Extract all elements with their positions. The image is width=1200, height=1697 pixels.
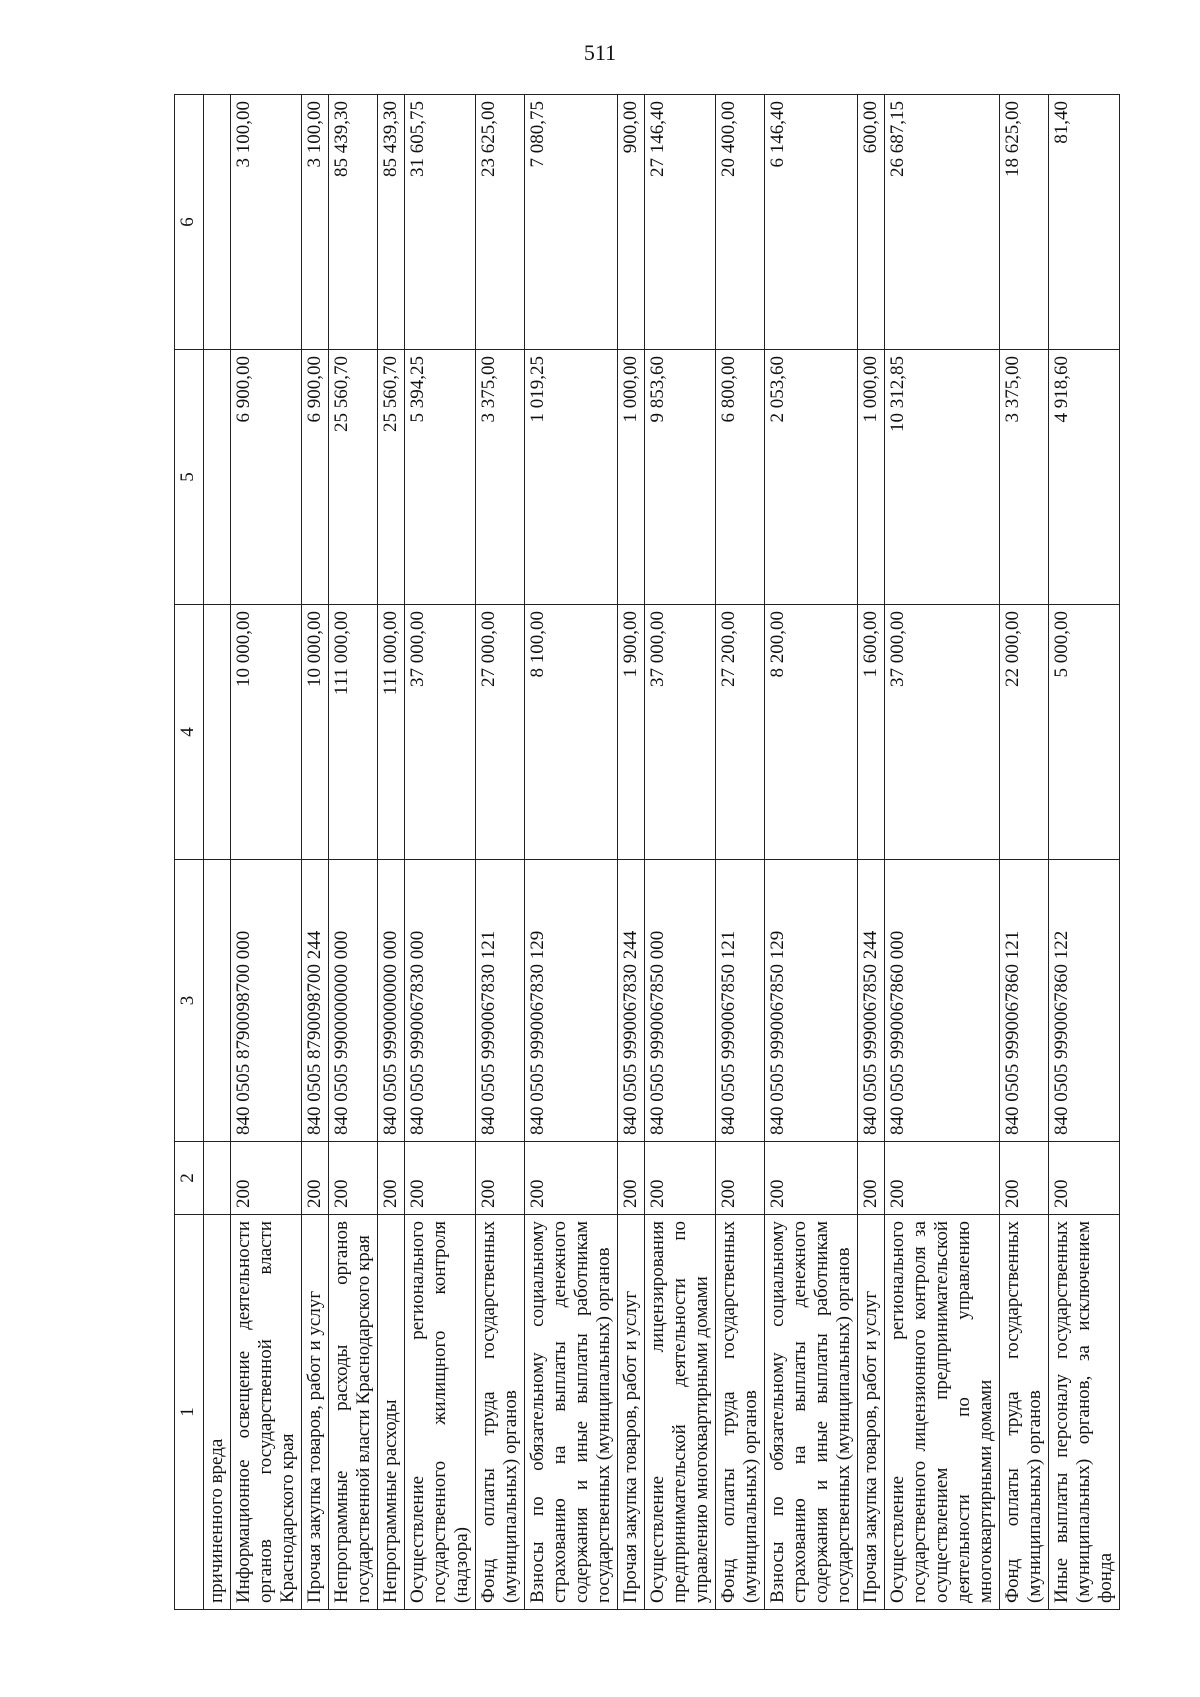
cell-approved: 1 600,00 [858, 605, 885, 860]
cell-executed [204, 350, 231, 605]
cell-remaining: 81,40 [1049, 95, 1120, 350]
cell-description: Фонд оплаты труда государственных (муниципальных) органов [716, 1215, 765, 1610]
cell-description: Прочая закупка товаров, работ и услуг [858, 1215, 885, 1610]
cell-remaining: 23 625,00 [476, 95, 525, 350]
cell-remaining: 900,00 [618, 95, 645, 350]
cell-approved [204, 605, 231, 860]
cell-code: 200 [476, 1142, 525, 1215]
cell-remaining: 18 625,00 [1000, 95, 1049, 350]
cell-description: Прочая закупка товаров, работ и услуг [618, 1215, 645, 1610]
cell-description: Фонд оплаты труда государственных (муниципальных) органов [1000, 1215, 1049, 1610]
cell-classification: 840 0505 9990067830 000 [405, 860, 476, 1142]
cell-executed: 10 312,85 [885, 350, 1000, 605]
cell-approved: 37 000,00 [885, 605, 1000, 860]
header-col-3: 3 [175, 860, 204, 1142]
cell-classification: 840 0505 9990067860 122 [1049, 860, 1120, 1142]
cell-classification: 840 0505 9990067830 129 [525, 860, 618, 1142]
header-col-4: 4 [175, 605, 204, 860]
cell-executed: 6 900,00 [302, 350, 329, 605]
table-body [204, 95, 1120, 1610]
cell-code [204, 1142, 231, 1215]
table-row [858, 95, 885, 1610]
cell-approved: 27 000,00 [476, 605, 525, 860]
cell-code: 200 [405, 1142, 476, 1215]
cell-approved: 10 000,00 [302, 605, 329, 860]
cell-remaining [204, 95, 231, 350]
cell-remaining: 31 605,75 [405, 95, 476, 350]
cell-code: 200 [716, 1142, 765, 1215]
cell-description: Осуществление регионального государственного лицензионного контроля за осуществлением предпринимательской деятельности по управлению многоквартирными домами [885, 1215, 1000, 1610]
cell-executed: 6 800,00 [716, 350, 765, 605]
cell-executed: 5 394,25 [405, 350, 476, 605]
cell-remaining: 600,00 [858, 95, 885, 350]
cell-classification: 840 0505 9990067850 121 [716, 860, 765, 1142]
cell-code: 200 [858, 1142, 885, 1215]
cell-remaining: 6 146,40 [765, 95, 858, 350]
cell-code: 200 [378, 1142, 405, 1215]
cell-approved: 1 900,00 [618, 605, 645, 860]
cell-executed: 6 900,00 [231, 350, 302, 605]
header-col-6: 6 [175, 95, 204, 350]
cell-approved: 37 000,00 [645, 605, 716, 860]
table-row [1000, 95, 1049, 1610]
cell-classification: 840 0505 9990067850 129 [765, 860, 858, 1142]
cell-remaining: 26 687,15 [885, 95, 1000, 350]
cell-description: Информационное освещение деятельности органов государственной власти Краснодарского края [231, 1215, 302, 1610]
cell-classification: 840 0505 8790098700 244 [302, 860, 329, 1142]
cell-executed: 1 000,00 [618, 350, 645, 605]
cell-description: Непрограммные расходы органов государственной власти Краснодарского края [329, 1215, 378, 1610]
cell-classification: 840 0505 9990067830 121 [476, 860, 525, 1142]
cell-executed: 25 560,70 [378, 350, 405, 605]
cell-remaining: 7 080,75 [525, 95, 618, 350]
cell-classification: 840 0505 9990000000 000 [378, 860, 405, 1142]
page-number: 511 [583, 40, 617, 65]
cell-executed: 3 375,00 [476, 350, 525, 605]
header-col-5: 5 [175, 350, 204, 605]
table-row [405, 95, 476, 1610]
table-row [302, 95, 329, 1610]
cell-code: 200 [618, 1142, 645, 1215]
cell-code: 200 [645, 1142, 716, 1215]
cell-approved: 8 200,00 [765, 605, 858, 860]
cell-code: 200 [1049, 1142, 1120, 1215]
cell-approved: 8 100,00 [525, 605, 618, 860]
cell-classification: 840 0505 9900000000 000 [329, 860, 378, 1142]
cell-executed: 1 019,25 [525, 350, 618, 605]
cell-remaining: 85 439,30 [378, 95, 405, 350]
cell-classification [204, 860, 231, 1142]
cell-description: Иные выплаты персоналу государственных (муниципальных) органов, за исключением фонда [1049, 1215, 1120, 1610]
cell-remaining: 3 100,00 [302, 95, 329, 350]
table-row [765, 95, 858, 1610]
cell-description: Взносы по обязательному социальному страхованию на выплаты денежного содержания и иные выплаты работникам государственных (муниципальных) органов [765, 1215, 858, 1610]
table-row [525, 95, 618, 1610]
cell-executed: 4 918,60 [1049, 350, 1120, 605]
cell-classification: 840 0505 9990067850 244 [858, 860, 885, 1142]
table-row [716, 95, 765, 1610]
cell-description: Прочая закупка товаров, работ и услуг [302, 1215, 329, 1610]
cell-classification: 840 0505 9990067850 000 [645, 860, 716, 1142]
table-row [1049, 95, 1120, 1610]
cell-approved: 111 000,00 [329, 605, 378, 860]
cell-description: причиненного вреда [204, 1215, 231, 1610]
cell-executed: 1 000,00 [858, 350, 885, 605]
table-row [231, 95, 302, 1610]
cell-code: 200 [765, 1142, 858, 1215]
cell-approved: 5 000,00 [1049, 605, 1120, 860]
cell-approved: 10 000,00 [231, 605, 302, 860]
cell-code: 200 [231, 1142, 302, 1215]
cell-remaining: 20 400,00 [716, 95, 765, 350]
cell-remaining: 3 100,00 [231, 95, 302, 350]
cell-description: Осуществление регионального государственного жилищного контроля (надзора) [405, 1215, 476, 1610]
cell-remaining: 27 146,40 [645, 95, 716, 350]
cell-remaining: 85 439,30 [329, 95, 378, 350]
cell-approved: 111 000,00 [378, 605, 405, 860]
cell-description: Осуществление лицензирования предпринимательской деятельности по управлению многоквартирными домами [645, 1215, 716, 1610]
header-col-1: 1 [175, 1215, 204, 1610]
cell-code: 200 [1000, 1142, 1049, 1215]
cell-description: Непрограммные расходы [378, 1215, 405, 1610]
cell-executed: 9 853,60 [645, 350, 716, 605]
cell-approved: 22 000,00 [1000, 605, 1049, 860]
cell-description: Взносы по обязательному социальному страхованию на выплаты денежного содержания и иные выплаты работникам государственных (муниципальных) органов [525, 1215, 618, 1610]
cell-executed: 3 375,00 [1000, 350, 1049, 605]
table-row [645, 95, 716, 1610]
budget-table [174, 94, 1120, 1610]
table-row [204, 95, 231, 1610]
cell-classification: 840 0505 9990067860 121 [1000, 860, 1049, 1142]
cell-code: 200 [885, 1142, 1000, 1215]
table-row [329, 95, 378, 1610]
cell-approved: 37 000,00 [405, 605, 476, 860]
cell-classification: 840 0505 9990067830 244 [618, 860, 645, 1142]
table-row [618, 95, 645, 1610]
table-row [885, 95, 1000, 1610]
cell-approved: 27 200,00 [716, 605, 765, 860]
cell-code: 200 [302, 1142, 329, 1215]
cell-code: 200 [525, 1142, 618, 1215]
header-row [175, 95, 204, 1610]
rotated-table-wrapper [174, 95, 1116, 1610]
table-row [476, 95, 525, 1610]
header-col-2: 2 [175, 1142, 204, 1215]
cell-executed: 2 053,60 [765, 350, 858, 605]
cell-classification: 840 0505 9990067860 000 [885, 860, 1000, 1142]
cell-code: 200 [329, 1142, 378, 1215]
cell-executed: 25 560,70 [329, 350, 378, 605]
cell-description: Фонд оплаты труда государственных (муниципальных) органов [476, 1215, 525, 1610]
table-row [378, 95, 405, 1610]
cell-classification: 840 0505 8790098700 000 [231, 860, 302, 1142]
